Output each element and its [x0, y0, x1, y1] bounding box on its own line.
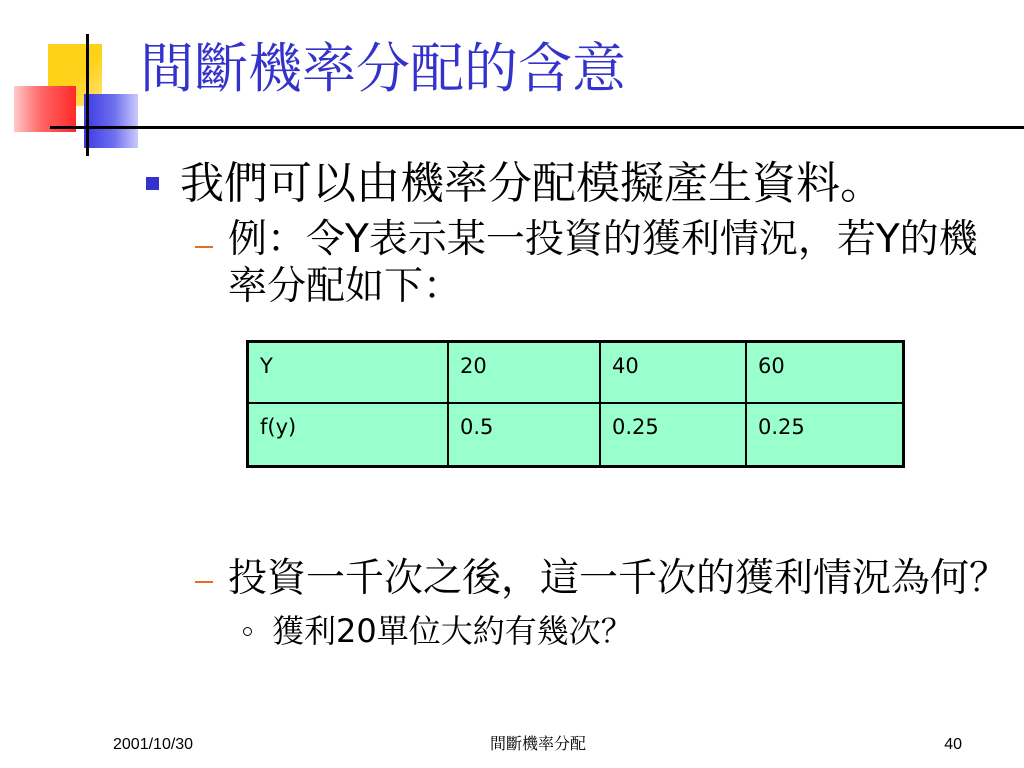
dash-bullet-icon	[195, 581, 213, 583]
circle-bullet-icon	[243, 627, 252, 636]
logo-vertical-line	[86, 34, 89, 156]
footer-date: 2001/10/30	[113, 736, 194, 753]
table-cell: 0.25	[601, 404, 747, 465]
sub-sub-bullet-text: 獲利20單位大約有幾次？	[272, 612, 633, 650]
table-cell: 60	[747, 343, 902, 404]
bullet-text: 我們可以由機率分配模擬產生資料。	[180, 158, 884, 209]
footer-title: 間斷機率分配	[489, 736, 586, 753]
table-cell: 0.5	[449, 404, 601, 465]
slide-title: 間斷機率分配的含意	[140, 37, 626, 100]
table-cell-header: Y	[249, 343, 449, 404]
table-cell: 0.25	[758, 415, 805, 439]
title-underline	[50, 126, 1024, 129]
probability-table	[246, 340, 905, 468]
sub-bullet-line: 例：令Y表示某一投資的獲利情況，若Y的機	[228, 217, 978, 262]
table-cell: 20	[449, 343, 601, 404]
sub-bullet-line: 率分配如下：	[228, 264, 463, 309]
square-bullet-icon	[146, 177, 159, 190]
logo-blue-square	[84, 94, 138, 148]
dash-bullet-icon	[195, 246, 213, 248]
sub-bullet-text: 投資一千次之後，這一千次的獲利情況為何？	[228, 556, 1009, 601]
page-number: 40	[944, 736, 962, 753]
sub-bullet-text	[228, 216, 978, 310]
table-cell: 40	[601, 343, 747, 404]
table-cell-header: f(y)	[249, 404, 449, 465]
